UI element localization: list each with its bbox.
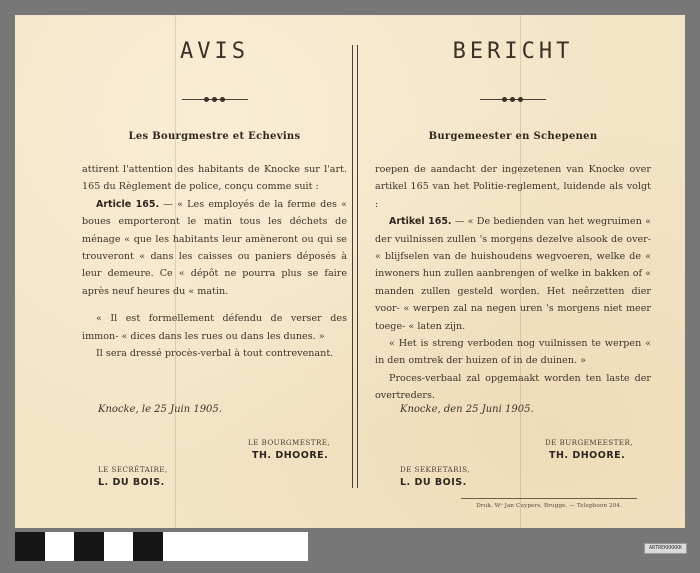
article-text: — « Les employés de la ferme des « boues emporteront le matin tous les déchets de ménage « que les habitants leur amèneront ou qui se trouveront « dans les caisses ou paniers déposés à leur demeure. Ce « dépôt ne pourra plus se faire après neuf heures du « matin. bbox=[82, 198, 347, 297]
intro-paragraph: attirent l'attention des habitants de Knocke sur l'art. 165 du Règlement de police, conçu comme suit : bbox=[82, 164, 347, 193]
date-line: Knocke, den 25 Juni 1905. bbox=[400, 404, 534, 415]
article-paragraph bbox=[375, 213, 651, 335]
prohibition-paragraph: « Het is streng verboden nog vuilnissen te werpen « in den omtrek der huizen of in de duinen. » bbox=[375, 338, 651, 367]
french-column bbox=[82, 15, 347, 528]
ornament-divider-icon bbox=[182, 97, 248, 103]
issuer-heading: Burgemeester en Schepenen bbox=[428, 131, 598, 142]
penalty-paragraph: Proces-verbaal zal opgemaakt worden ten laste der overtreders. bbox=[375, 372, 651, 402]
secretary-name: L. DU BOIS. bbox=[400, 477, 467, 488]
calibration-swatch-black bbox=[15, 532, 45, 561]
secretary-title: DE SEKRETARIS, bbox=[400, 465, 470, 474]
article-label: Artikel 165. bbox=[389, 216, 452, 228]
column-divider bbox=[352, 45, 358, 488]
article-paragraph bbox=[82, 196, 347, 300]
calibration-swatch-black bbox=[133, 532, 163, 561]
article-text: — « De bedienden van het wegruimen « der vuilnissen zullen 's morgens dezelve alsook de over- « blijfselen van de huishoudens wegvoeren, welke de « inwoners hun zullen aanbrengen of welke in bakken of « manden zullen gesteld worden. Het neêrzetten dier voor- « werpen zal na negen uren 's morgens niet meer toege- « laten zijn. bbox=[375, 216, 652, 332]
mayor-name: TH. DHOORE. bbox=[549, 450, 626, 461]
inventory-label: ARTREKKKKKK bbox=[644, 543, 687, 554]
mayor-title: LE BOURGMESTRE, bbox=[248, 438, 331, 447]
article-label: Article 165. bbox=[96, 198, 160, 210]
calibration-swatch-white bbox=[45, 532, 74, 561]
secretary-name: L. DU BOIS. bbox=[98, 477, 165, 488]
poster-sheet bbox=[15, 15, 685, 528]
secretary-title: LE SECRÉTAIRE, bbox=[98, 465, 168, 474]
calibration-swatch-white bbox=[104, 532, 133, 561]
mayor-name: TH. DHOORE. bbox=[252, 450, 329, 461]
issuer-heading: Les Bourgmestre et Echevins bbox=[128, 131, 301, 142]
penalty-paragraph: Il sera dressé procès-verbal à tout contrevenant. bbox=[96, 348, 334, 360]
notice-body bbox=[82, 161, 347, 362]
dutch-column bbox=[375, 15, 651, 528]
notice-body bbox=[375, 161, 651, 405]
mayor-title: DE BURGEMEESTER, bbox=[545, 438, 633, 447]
calibration-swatch-black bbox=[74, 532, 104, 561]
prohibition-paragraph: « Il est formellement défendu de verser des immon- « dices dans les rues ou dans les dunes. » bbox=[82, 313, 347, 342]
date-line: Knocke, le 25 Juin 1905. bbox=[98, 404, 222, 415]
calibration-swatch-white bbox=[163, 532, 308, 561]
printer-imprint: Druk. Wᵉ Jan Cuypers, Brugge. — Telephoon 204. bbox=[461, 498, 637, 509]
intro-paragraph: roepen de aandacht der ingezetenen van Knocke over artikel 165 van het Politie-reglement, luidende als volgt : bbox=[375, 164, 651, 210]
title-avis: AVIS bbox=[180, 39, 249, 64]
title-bericht: BERICHT bbox=[452, 39, 574, 64]
ornament-divider-icon bbox=[480, 97, 546, 103]
